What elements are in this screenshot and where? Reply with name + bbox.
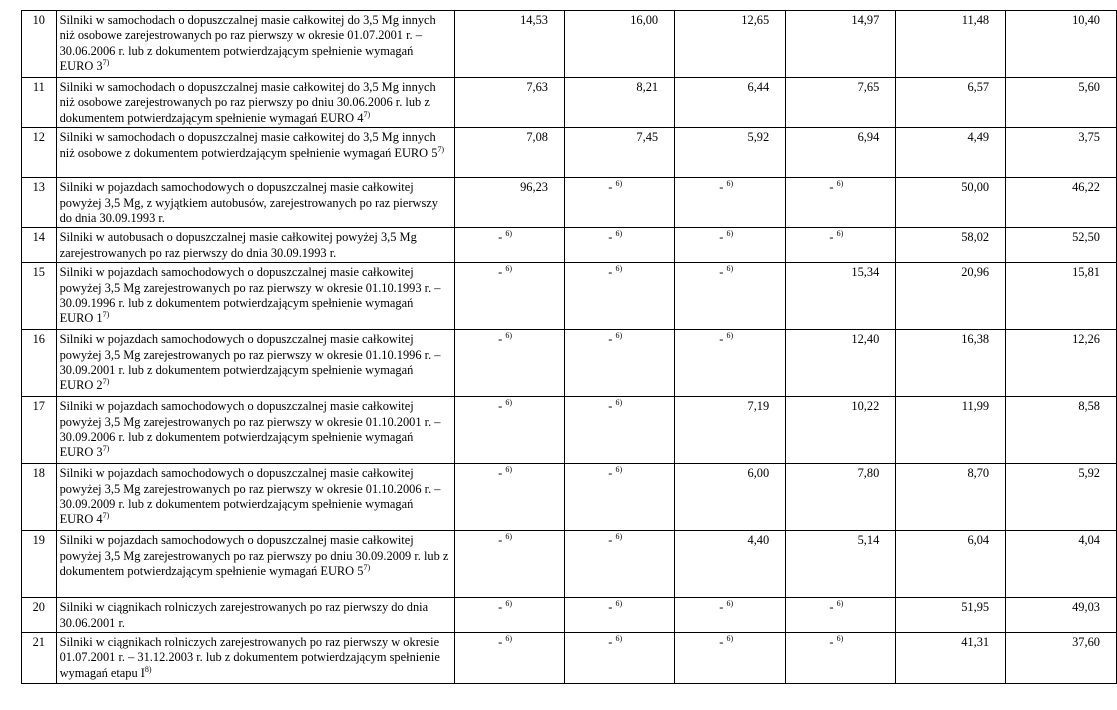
footnote-ref: 6) bbox=[505, 398, 512, 408]
rate-cell-col1 bbox=[454, 633, 564, 684]
not-applicable-dash: - bbox=[719, 265, 724, 280]
rate-value: 7,80 bbox=[857, 466, 880, 481]
description-text: Silniki w samochodach o dopuszczalnej masie całkowitej do 3,5 Mg innych niż osobowe zarejestrowanych po raz pierwszy w okresie 01.07.2001 r. – 30.06.2006 r. lub z dokumentem potwierdzającym spełnienie wymagań EURO 3 bbox=[59, 13, 436, 74]
table-row bbox=[22, 531, 1117, 598]
rate-value: 4,40 bbox=[747, 533, 770, 548]
rate-cell-col1 bbox=[454, 78, 564, 128]
rate-cell-col1 bbox=[454, 598, 564, 633]
rate-value: 7,63 bbox=[526, 80, 548, 94]
rate-value: 20,96 bbox=[961, 265, 990, 280]
not-applicable-dash: - bbox=[498, 635, 503, 650]
not-applicable-dash: - bbox=[608, 533, 613, 548]
not-applicable-dash: - bbox=[498, 230, 503, 245]
row-number: 21 bbox=[22, 633, 57, 684]
rate-cell-col6 bbox=[1006, 263, 1117, 330]
table-row bbox=[22, 633, 1117, 684]
rate-value: 7,45 bbox=[636, 130, 659, 145]
rate-value: 16,38 bbox=[961, 332, 990, 347]
rate-cell-col6 bbox=[1006, 330, 1117, 397]
rate-cell-col6 bbox=[1006, 178, 1117, 228]
rate-cell-col2 bbox=[565, 128, 675, 178]
not-applicable-dash: - bbox=[498, 399, 503, 414]
footnote-ref: 6) bbox=[836, 179, 844, 189]
rate-value: 3,75 bbox=[1078, 130, 1100, 145]
not-applicable-dash: - bbox=[608, 600, 613, 615]
not-applicable-dash: - bbox=[719, 332, 724, 347]
rate-cell-col5 bbox=[896, 178, 1006, 228]
rate-value: 10,22 bbox=[851, 399, 880, 414]
rate-value: 10,40 bbox=[1072, 13, 1100, 27]
rate-cell-col2 bbox=[565, 598, 675, 633]
footnote-ref: 6) bbox=[726, 229, 734, 239]
rate-cell-col6 bbox=[1006, 464, 1117, 531]
footnote-ref: 6) bbox=[615, 633, 623, 643]
footnote-ref: 6) bbox=[615, 264, 623, 274]
rate-value: 96,23 bbox=[520, 180, 548, 195]
rate-value: 51,95 bbox=[961, 600, 990, 615]
rate-cell-col3 bbox=[675, 531, 786, 598]
rate-cell-col1 bbox=[454, 531, 564, 598]
rate-cell-col3 bbox=[675, 633, 786, 684]
description-text: Silniki w samochodach o dopuszczalnej masie całkowitej do 3,5 Mg innych niż osobowe zarejestrowanych po raz pierwszy po dniu 30.06.2006 r. lub z dokumentem potwierdzającym spełnienie wymagań EURO 4 bbox=[59, 80, 436, 125]
row-description bbox=[56, 11, 454, 78]
rate-cell-col4 bbox=[786, 330, 896, 397]
row-number: 20 bbox=[22, 598, 57, 633]
rate-cell-col4 bbox=[786, 633, 896, 684]
rate-value: 5,92 bbox=[747, 130, 770, 145]
rate-cell-col5 bbox=[896, 228, 1006, 263]
rate-value: 15,81 bbox=[1072, 265, 1100, 280]
description-text: Silniki w pojazdach samochodowych o dopuszczalnej masie całkowitej powyżej 3,5 Mg zarejestrowanych po raz pierwszy w okresie 01.10.2006 r. – 30.09.2009 r. lub z dokumentem potwierdzającym spełnienie wymagań EURO 4 bbox=[59, 466, 441, 527]
rate-cell-col2 bbox=[565, 531, 675, 598]
footnote-ref: 6) bbox=[615, 179, 623, 189]
rate-cell-col2 bbox=[565, 330, 675, 397]
rate-cell-col1 bbox=[454, 263, 564, 330]
rate-cell-col6 bbox=[1006, 598, 1117, 633]
rate-cell-col4 bbox=[786, 228, 896, 263]
not-applicable-dash: - bbox=[608, 230, 613, 245]
row-number: 17 bbox=[22, 397, 57, 464]
footnote-ref: 6) bbox=[726, 331, 734, 341]
row-description bbox=[56, 330, 454, 397]
emission-rates-table bbox=[21, 10, 1117, 684]
rate-cell-col3 bbox=[675, 598, 786, 633]
footnote-ref: 6) bbox=[615, 599, 623, 609]
rate-value: 50,00 bbox=[961, 180, 990, 195]
table-row bbox=[22, 397, 1117, 464]
rate-cell-col3 bbox=[675, 330, 786, 397]
not-applicable-dash: - bbox=[719, 180, 724, 195]
not-applicable-dash: - bbox=[608, 332, 613, 347]
row-description bbox=[56, 78, 454, 128]
rate-cell-col4 bbox=[786, 11, 896, 78]
description-text: Silniki w autobusach o dopuszczalnej masie całkowitej powyżej 3,5 Mg zarejestrowanych po raz pierwszy do dnia 30.09.1993 r. bbox=[59, 230, 417, 260]
rate-value: 41,31 bbox=[961, 635, 990, 650]
not-applicable-dash: - bbox=[829, 180, 834, 195]
description-text: Silniki w pojazdach samochodowych o dopuszczalnej masie całkowitej powyżej 3,5 Mg zarejestrowanych po raz pierwszy w okresie 01.10.2001 r. – 30.09.2006 r. lub z dokumentem potwierdzającym spełnienie wymagań EURO 3 bbox=[59, 399, 441, 460]
rate-cell-col5 bbox=[896, 633, 1006, 684]
footnote-ref: 6) bbox=[505, 532, 512, 542]
rate-value: 5,92 bbox=[1078, 466, 1100, 481]
rate-cell-col1 bbox=[454, 178, 564, 228]
description-text: Silniki w pojazdach samochodowych o dopuszczalnej masie całkowitej powyżej 3,5 Mg, z wyjątkiem autobusów, zarejestrowanych po raz pierwszy do dnia 30.09.1993 r. bbox=[59, 180, 438, 226]
rate-cell-col2 bbox=[565, 633, 675, 684]
rate-value: 14,53 bbox=[520, 13, 548, 27]
footnote-ref: 7) bbox=[363, 562, 371, 572]
rate-value: 8,21 bbox=[636, 80, 659, 94]
not-applicable-dash: - bbox=[608, 635, 613, 650]
rate-value: 12,26 bbox=[1072, 332, 1100, 347]
rate-value: 49,03 bbox=[1072, 600, 1100, 615]
rate-cell-col5 bbox=[896, 531, 1006, 598]
row-number: 11 bbox=[22, 78, 57, 128]
rate-cell-col6 bbox=[1006, 397, 1117, 464]
rate-cell-col3 bbox=[675, 178, 786, 228]
rate-cell-col2 bbox=[565, 11, 675, 78]
description-text: Silniki w pojazdach samochodowych o dopuszczalnej masie całkowitej powyżej 3,5 Mg zarejestrowanych po raz pierwszy w okresie 01.10.1996 r. – 30.09.2001 r. lub z dokumentem potwierdzającym spełnienie wymagań EURO 2 bbox=[59, 332, 441, 393]
rate-cell-col6 bbox=[1006, 228, 1117, 263]
rate-cell-col6 bbox=[1006, 531, 1117, 598]
rate-value: 8,58 bbox=[1078, 399, 1100, 414]
not-applicable-dash: - bbox=[829, 230, 834, 245]
footnote-ref: 8) bbox=[144, 664, 152, 674]
table-row bbox=[22, 128, 1117, 178]
footnote-ref: 7) bbox=[363, 109, 371, 119]
description-text: Silniki w ciągnikach rolniczych zarejestrowanych po raz pierwszy w okresie 01.07.2001 r. – 31.12.2003 r. lub z dokumentem potwierdzającym spełnienie wymagań etapu I bbox=[59, 635, 440, 680]
rate-cell-col2 bbox=[565, 78, 675, 128]
footnote-ref: 6) bbox=[836, 229, 844, 239]
row-description bbox=[56, 598, 454, 633]
footnote-ref: 6) bbox=[615, 398, 623, 408]
rate-value: 6,57 bbox=[967, 80, 990, 94]
table-row bbox=[22, 330, 1117, 397]
rate-value: 5,60 bbox=[1078, 80, 1100, 94]
rate-cell-col4 bbox=[786, 598, 896, 633]
table-body bbox=[22, 11, 1117, 684]
not-applicable-dash: - bbox=[608, 466, 613, 481]
rate-value: 8,70 bbox=[967, 466, 990, 481]
footnote-ref: 6) bbox=[726, 264, 734, 274]
footnote-ref: 6) bbox=[615, 532, 623, 542]
not-applicable-dash: - bbox=[608, 399, 613, 414]
table-row bbox=[22, 464, 1117, 531]
not-applicable-dash: - bbox=[498, 533, 503, 548]
description-text: Silniki w samochodach o dopuszczalnej masie całkowitej do 3,5 Mg innych niż osobowe z dokumentem potwierdzającym spełnienie wymagań EURO 5 bbox=[59, 130, 438, 160]
rate-value: 7,19 bbox=[747, 399, 770, 414]
footnote-ref: 6) bbox=[505, 331, 512, 341]
row-description bbox=[56, 228, 454, 263]
rate-cell-col6 bbox=[1006, 128, 1117, 178]
row-description bbox=[56, 178, 454, 228]
rate-value: 46,22 bbox=[1072, 180, 1100, 195]
rate-value: 14,97 bbox=[851, 13, 880, 27]
row-number: 18 bbox=[22, 464, 57, 531]
row-description bbox=[56, 263, 454, 330]
rate-cell-col3 bbox=[675, 228, 786, 263]
rate-cell-col3 bbox=[675, 263, 786, 330]
rate-cell-col5 bbox=[896, 128, 1006, 178]
row-number: 19 bbox=[22, 531, 57, 598]
rate-cell-col1 bbox=[454, 330, 564, 397]
footnote-ref: 7) bbox=[102, 377, 110, 387]
not-applicable-dash: - bbox=[719, 230, 724, 245]
rate-cell-col5 bbox=[896, 330, 1006, 397]
rate-cell-col4 bbox=[786, 531, 896, 598]
rate-cell-col4 bbox=[786, 464, 896, 531]
rate-value: 16,00 bbox=[630, 13, 659, 27]
footnote-ref: 6) bbox=[836, 599, 844, 609]
rate-cell-col1 bbox=[454, 228, 564, 263]
table-row bbox=[22, 11, 1117, 78]
rate-cell-col3 bbox=[675, 464, 786, 531]
description-text: Silniki w pojazdach samochodowych o dopuszczalnej masie całkowitej powyżej 3,5 Mg zarejestrowanych po raz pierwszy w okresie 01.10.1993 r. – 30.09.1996 r. lub z dokumentem potwierdzającym spełnienie wymagań EURO 1 bbox=[59, 265, 441, 326]
table-row bbox=[22, 598, 1117, 633]
row-number: 16 bbox=[22, 330, 57, 397]
not-applicable-dash: - bbox=[498, 466, 503, 481]
not-applicable-dash: - bbox=[498, 600, 503, 615]
footnote-ref: 6) bbox=[615, 229, 623, 239]
rate-value: 4,49 bbox=[967, 130, 990, 145]
rate-cell-col1 bbox=[454, 128, 564, 178]
not-applicable-dash: - bbox=[829, 600, 834, 615]
rate-value: 4,04 bbox=[1078, 533, 1100, 548]
footnote-ref: 6) bbox=[726, 633, 734, 643]
rate-cell-col5 bbox=[896, 598, 1006, 633]
rate-value: 12,65 bbox=[741, 13, 770, 27]
rate-value: 5,14 bbox=[857, 533, 880, 548]
rate-cell-col4 bbox=[786, 128, 896, 178]
footnote-ref: 6) bbox=[505, 599, 512, 609]
rate-cell-col3 bbox=[675, 11, 786, 78]
footnote-ref: 7) bbox=[102, 511, 110, 521]
rate-value: 11,48 bbox=[961, 13, 990, 27]
rate-value: 58,02 bbox=[961, 230, 990, 245]
row-description bbox=[56, 633, 454, 684]
rate-cell-col1 bbox=[454, 464, 564, 531]
footnote-ref: 6) bbox=[726, 179, 734, 189]
rate-cell-col1 bbox=[454, 397, 564, 464]
not-applicable-dash: - bbox=[608, 265, 613, 280]
rate-cell-col2 bbox=[565, 464, 675, 531]
rate-cell-col1 bbox=[454, 11, 564, 78]
table-row bbox=[22, 178, 1117, 228]
rate-cell-col3 bbox=[675, 78, 786, 128]
rate-cell-col3 bbox=[675, 397, 786, 464]
rate-cell-col4 bbox=[786, 78, 896, 128]
rate-value: 7,08 bbox=[526, 130, 548, 145]
rate-cell-col2 bbox=[565, 228, 675, 263]
not-applicable-dash: - bbox=[498, 265, 503, 280]
table-row bbox=[22, 263, 1117, 330]
rate-cell-col2 bbox=[565, 397, 675, 464]
not-applicable-dash: - bbox=[829, 635, 834, 650]
rate-cell-col4 bbox=[786, 178, 896, 228]
rate-value: 7,65 bbox=[857, 80, 880, 94]
not-applicable-dash: - bbox=[719, 600, 724, 615]
footnote-ref: 7) bbox=[102, 310, 110, 320]
table-row bbox=[22, 228, 1117, 263]
footnote-ref: 6) bbox=[836, 633, 844, 643]
rate-value: 6,04 bbox=[967, 533, 990, 548]
footnote-ref: 7) bbox=[437, 144, 445, 154]
rate-cell-col4 bbox=[786, 263, 896, 330]
row-number: 13 bbox=[22, 178, 57, 228]
rate-cell-col3 bbox=[675, 128, 786, 178]
not-applicable-dash: - bbox=[498, 332, 503, 347]
rate-value: 52,50 bbox=[1072, 230, 1100, 245]
rate-value: 12,40 bbox=[851, 332, 880, 347]
rate-value: 6,00 bbox=[747, 466, 770, 481]
rate-cell-col2 bbox=[565, 263, 675, 330]
footnote-ref: 6) bbox=[615, 465, 623, 475]
footnote-ref: 6) bbox=[505, 633, 512, 643]
footnote-ref: 6) bbox=[505, 229, 512, 239]
table-row bbox=[22, 78, 1117, 128]
rate-cell-col4 bbox=[786, 397, 896, 464]
not-applicable-dash: - bbox=[608, 180, 613, 195]
row-number: 10 bbox=[22, 11, 57, 78]
rate-value: 15,34 bbox=[851, 265, 880, 280]
row-description bbox=[56, 531, 454, 598]
rate-cell-col5 bbox=[896, 11, 1006, 78]
rate-value: 11,99 bbox=[961, 399, 990, 414]
footnote-ref: 7) bbox=[102, 58, 110, 68]
not-applicable-dash: - bbox=[719, 635, 724, 650]
description-text: Silniki w ciągnikach rolniczych zarejestrowanych po raz pierwszy do dnia 30.06.2001 r. bbox=[59, 600, 429, 630]
rate-value: 6,94 bbox=[857, 130, 880, 145]
footnote-ref: 6) bbox=[615, 331, 623, 341]
footnote-ref: 7) bbox=[102, 444, 110, 454]
rate-cell-col5 bbox=[896, 397, 1006, 464]
rate-cell-col6 bbox=[1006, 633, 1117, 684]
description-text: Silniki w pojazdach samochodowych o dopuszczalnej masie całkowitej powyżej 3,5 Mg zarejestrowanych po raz pierwszy po dniu 30.09.2009 r. lub z dokumentem potwierdzającym spełnienie wymagań EURO 5 bbox=[59, 533, 449, 579]
row-number: 15 bbox=[22, 263, 57, 330]
footnote-ref: 6) bbox=[505, 465, 512, 475]
row-description bbox=[56, 397, 454, 464]
row-description bbox=[56, 464, 454, 531]
rate-cell-col2 bbox=[565, 178, 675, 228]
rate-cell-col5 bbox=[896, 78, 1006, 128]
rate-cell-col5 bbox=[896, 263, 1006, 330]
row-number: 12 bbox=[22, 128, 57, 178]
footnote-ref: 6) bbox=[726, 599, 734, 609]
rate-cell-col5 bbox=[896, 464, 1006, 531]
rate-cell-col6 bbox=[1006, 11, 1117, 78]
rate-value: 6,44 bbox=[747, 80, 770, 94]
row-number: 14 bbox=[22, 228, 57, 263]
rate-cell-col6 bbox=[1006, 78, 1117, 128]
rate-value: 37,60 bbox=[1072, 635, 1100, 650]
footnote-ref: 6) bbox=[505, 264, 512, 274]
row-description bbox=[56, 128, 454, 178]
